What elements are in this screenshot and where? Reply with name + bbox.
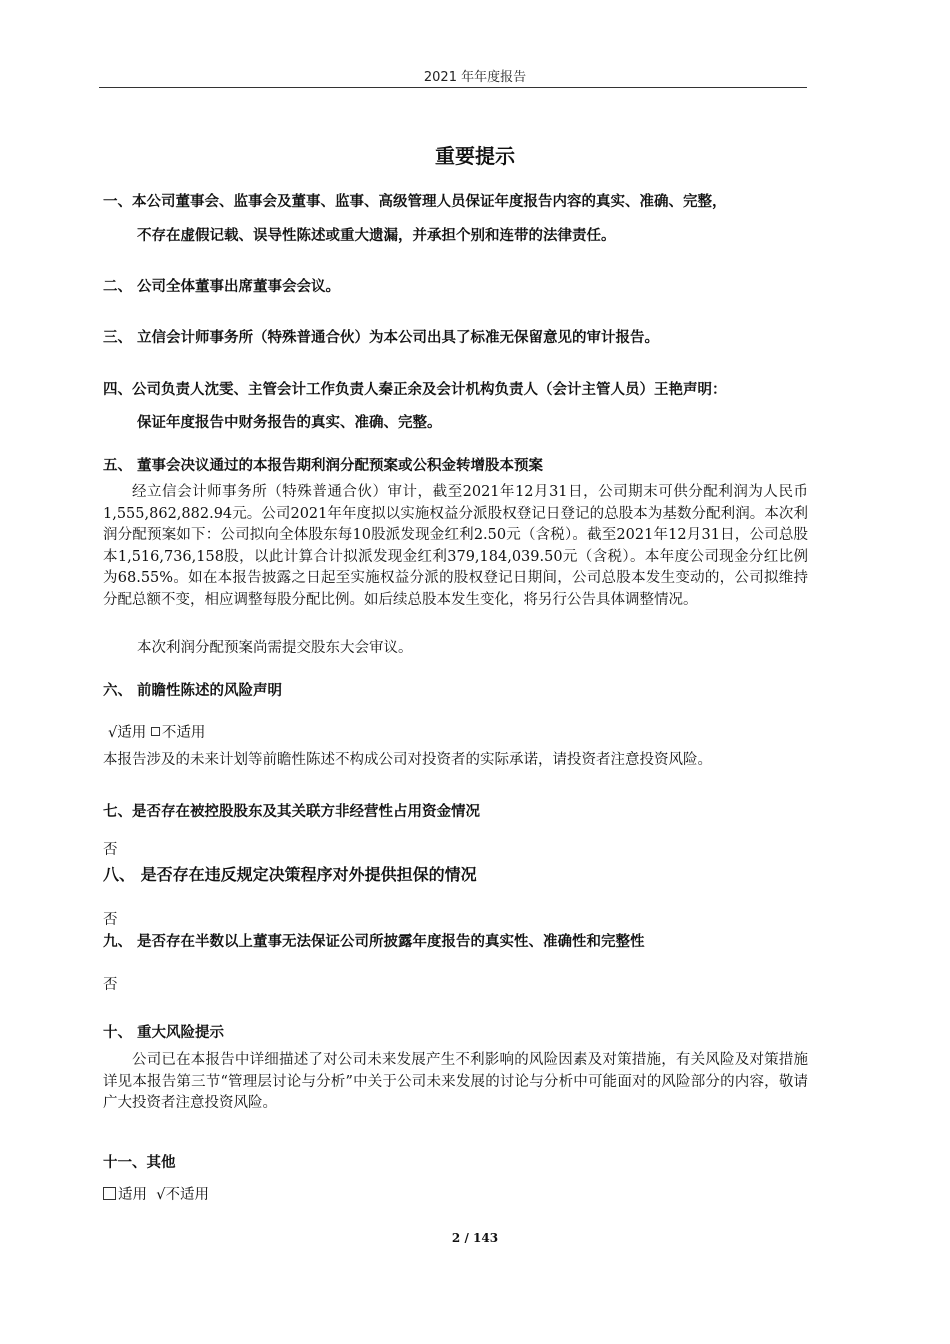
section-9-heading: 九、 是否存在半数以上董事无法保证公司所披露年度报告的真实性、准确性和完整性 bbox=[103, 934, 645, 950]
check-mark-icon: √ bbox=[108, 725, 118, 741]
section-10-heading: 十、 重大风险提示 bbox=[103, 1025, 225, 1041]
report-header-title: 2021 年年度报告 bbox=[423, 70, 527, 85]
section-8-heading: 八、 是否存在违反规定决策程序对外提供担保的情况 bbox=[103, 865, 477, 884]
option-not-applicable: 不适用 bbox=[165, 1187, 209, 1203]
check-mark-icon: √ bbox=[156, 1187, 166, 1203]
section-6-heading: 六、 前瞻性陈述的风险声明 bbox=[103, 683, 283, 699]
section-4-line-1: 四、公司负责人沈雯、主管会计工作负责人秦正余及会计机构负责人（会计主管人员）王艳声明： bbox=[103, 382, 727, 398]
section-1-line-1: 一、本公司董事会、监事会及董事、监事、高级管理人员保证年度报告内容的真实、准确、完整， bbox=[103, 194, 727, 210]
section-11-heading: 十一、其他 bbox=[103, 1155, 176, 1171]
section-1-line-2: 不存在虚假记载、误导性陈述或重大遗漏，并承担个别和连带的法律责任。 bbox=[137, 228, 616, 244]
section-9-answer: 否 bbox=[103, 977, 118, 993]
section-6-options bbox=[108, 721, 205, 742]
option-not-applicable: 不适用 bbox=[161, 725, 206, 741]
option-applicable: 适用 bbox=[118, 1187, 147, 1203]
section-4-line-2: 保证年度报告中财务报告的真实、准确、完整。 bbox=[137, 415, 442, 431]
section-6-statement: 本报告涉及的未来计划等前瞻性陈述不构成公司对投资者的实际承诺，请投资者注意投资风险。 bbox=[103, 752, 712, 768]
option-applicable: 适用 bbox=[117, 725, 147, 741]
section-5-paragraph: 经立信会计师事务所（特殊普通合伙）审计，截至2021年12月31日，公司期末可供分配利润为人民币1,555,862,882.94元。公司2021年年度拟以实施权益分派股权登记日登记的总股本为基数分配利润。本次利润分配预案如下：公司拟向全体股东每10股派发现金红利2.50元（含税）。截至2021年12月31日，公司总股本1,516,736,158股，以此计算合计拟派发现金红利379,184,039.50元（含税）。本年度公司现金分红比例为68.55%。如在本报告披露之日起至实施权益分派的股权登记日期间，公司总股本发生变动的，公司拟维持分配总额不变，相应调整每股分配比例。如后续总股本发生变化，将另行公告具体调整情况。 bbox=[103, 484, 808, 608]
checkbox-icon bbox=[151, 727, 160, 736]
section-11-options bbox=[103, 1183, 209, 1204]
checkbox-icon bbox=[103, 1187, 116, 1200]
header-divider bbox=[99, 87, 807, 88]
section-3-heading: 三、 立信会计师事务所（特殊普通合伙）为本公司出具了标准无保留意见的审计报告。 bbox=[103, 330, 660, 346]
section-7-heading: 七、是否存在被控股股东及其关联方非经营性占用资金情况 bbox=[103, 804, 480, 820]
page-title: 重要提示 bbox=[435, 144, 515, 168]
section-5-heading: 五、 董事会决议通过的本报告期利润分配预案或公积金转增股本预案 bbox=[103, 458, 544, 474]
section-8-answer: 否 bbox=[103, 912, 118, 928]
page-number: 2 / 143 bbox=[451, 1231, 499, 1245]
section-7-answer: 否 bbox=[103, 842, 118, 858]
section-5-note: 本次利润分配预案尚需提交股东大会审议。 bbox=[137, 640, 413, 656]
section-10-paragraph: 公司已在本报告中详细描述了对公司未来发展产生不利影响的风险因素及对策措施，有关风险及对策措施详见本报告第三节“管理层讨论与分析”中关于公司未来发展的讨论与分析中可能面对的风险部分的内容，敬请广大投资者注意投资风险。 bbox=[103, 1052, 808, 1111]
section-2-heading: 二、 公司全体董事出席董事会会议。 bbox=[103, 279, 341, 295]
